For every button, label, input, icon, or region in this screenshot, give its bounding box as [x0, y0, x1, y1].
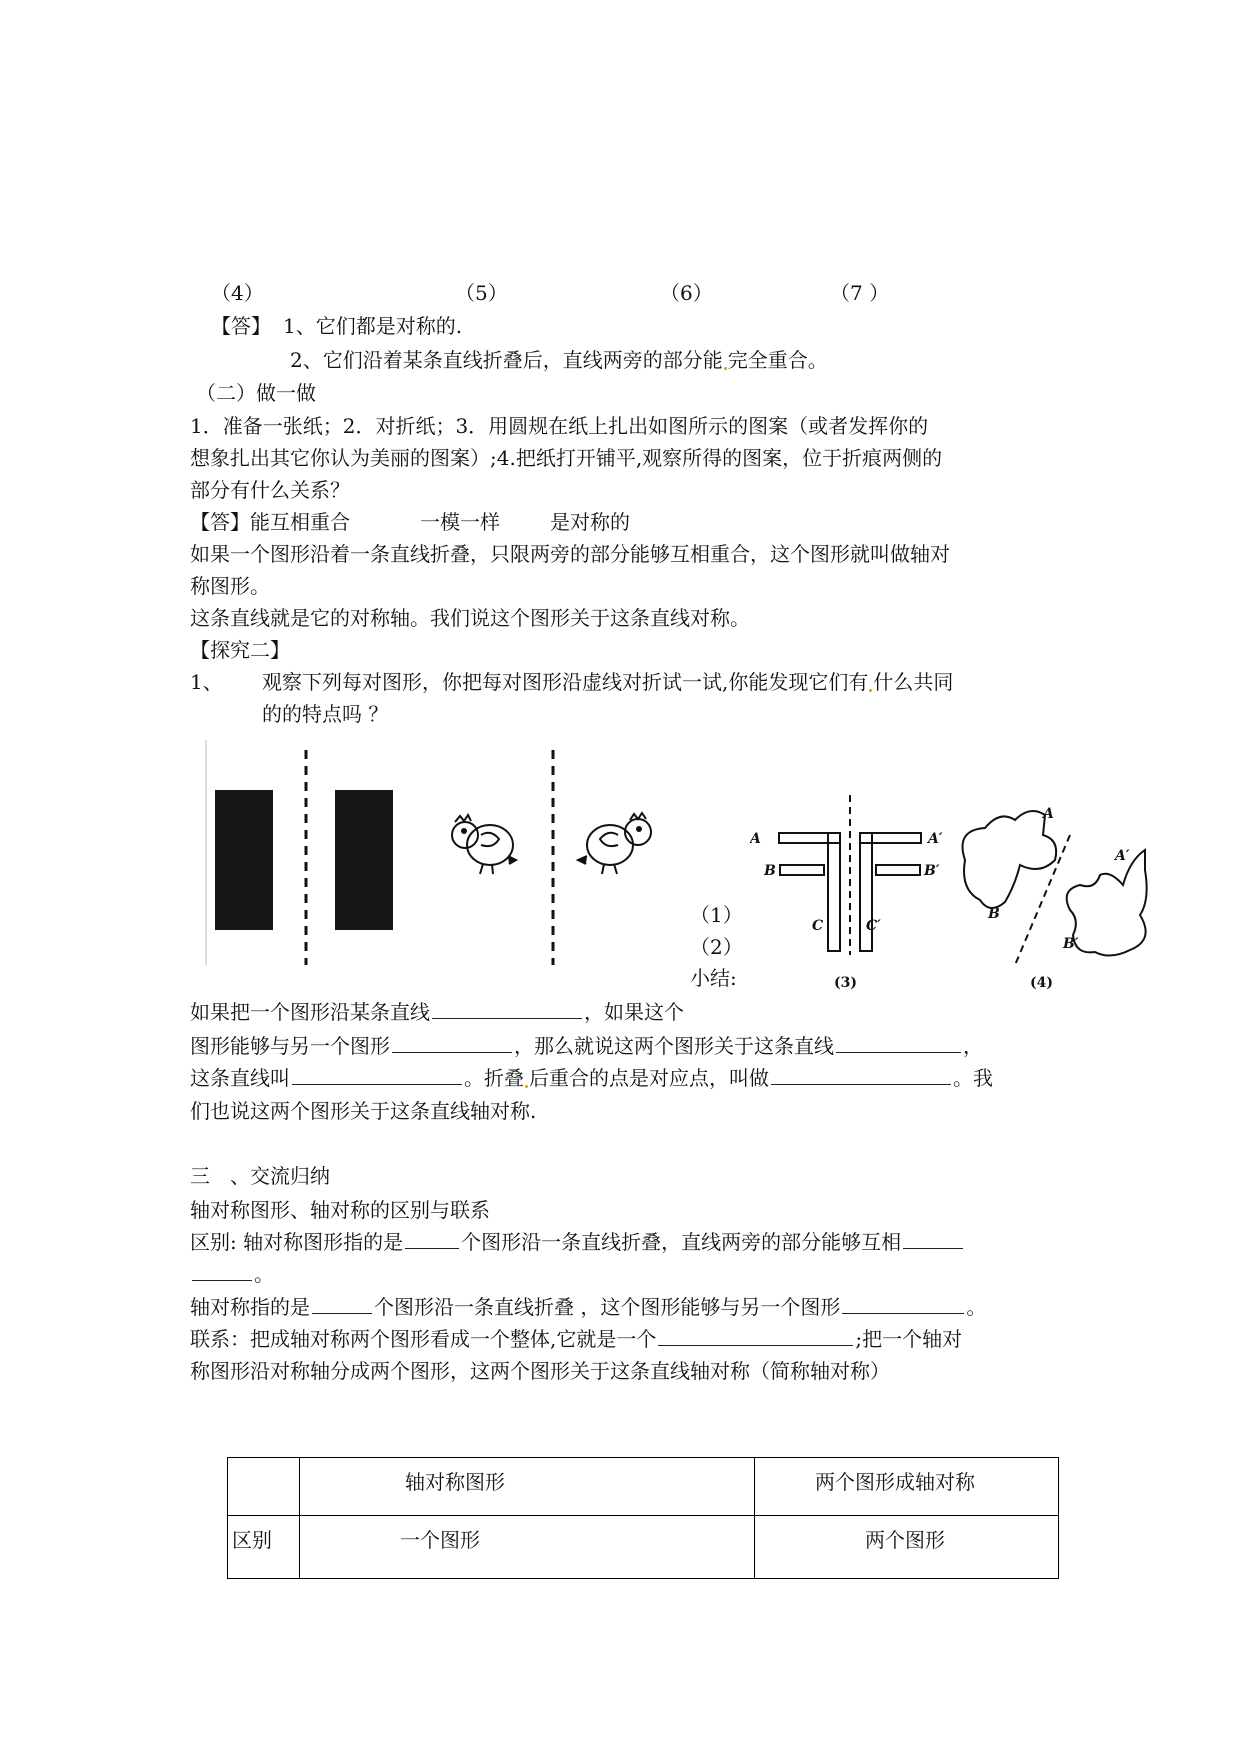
task-line1: 1．准备一张纸；2．对折纸；3．用圆规在纸上扎出如图所示的图案（或者发挥你的 — [190, 414, 929, 438]
question-num: 1、 — [190, 670, 223, 694]
black-rectangle-right — [335, 790, 393, 930]
point-a-fig3: A — [750, 831, 761, 847]
answer1-line2: 2、它们沿着某条直线折叠后，直线两旁的部分能 完全重合。 — [290, 348, 828, 372]
black-rectangle-left — [215, 790, 273, 930]
table-cell: 一个图形 — [300, 1516, 755, 1579]
point-b-prime-fig3: B′ — [924, 863, 940, 879]
point-c-fig3: C — [812, 918, 824, 934]
fill-line3: 这条直线叫 。折叠 后重合的点是对应点，叫做 。我 — [190, 1066, 993, 1090]
comparison-table — [227, 1457, 1059, 1579]
diff-line2: 。 — [190, 1264, 274, 1284]
blank-7[interactable] — [903, 1247, 963, 1249]
figure-label-6: （6） — [660, 281, 713, 305]
figure-3-caption: (3) — [834, 975, 857, 991]
chick-left-icon — [452, 815, 516, 874]
summary-label: 小结: — [690, 966, 737, 990]
figure-label-4: （4） — [211, 281, 264, 305]
figure-side-label-1: （1） — [690, 903, 743, 927]
blank-4[interactable] — [292, 1083, 462, 1085]
blank-2[interactable] — [392, 1051, 512, 1053]
blank-7b[interactable] — [192, 1279, 252, 1281]
table-header-cell: 两个图形成轴对称 — [755, 1458, 1059, 1516]
fold-line-4 — [1015, 835, 1070, 965]
figure-label-5: （5） — [455, 281, 508, 305]
diff-line1: 区别: 轴对称图形指的是 个图形沿一条直线折叠，直线两旁的部分能够互相 — [190, 1232, 965, 1252]
figure-3 — [750, 790, 950, 1000]
blank-3[interactable] — [836, 1051, 961, 1053]
point-b-fig3: B — [764, 863, 776, 879]
explore2-title: 【探究二】 — [190, 638, 290, 662]
answer-tag: 【答】 — [211, 314, 271, 338]
answer1-text1: 1、它们都是对称的. — [283, 314, 463, 338]
task-line3: 部分有什么关系？ — [190, 478, 350, 502]
section3-title: 三 、交流归纳 — [190, 1164, 330, 1188]
figure-4 — [945, 790, 1165, 1000]
blank-1[interactable] — [432, 1017, 582, 1019]
fill-line2: 图形能够与另一个图形 ，那么就说这两个图形关于这条直线 ， — [190, 1034, 983, 1058]
letter-f-left — [779, 833, 840, 951]
point-c-prime-fig3: C′ — [866, 918, 881, 934]
figure-1-2 — [205, 740, 685, 970]
table-cell — [228, 1458, 300, 1516]
figure-label-7: （7 ） — [830, 281, 890, 305]
fill-line1: 如果把一个图形沿某条直线 ，如果这个 — [190, 1000, 684, 1024]
table-header-cell: 轴对称图形 — [300, 1458, 755, 1516]
question-line2: 的的特点吗 ？ — [262, 702, 389, 726]
section2-title: （二）做一做 — [196, 381, 316, 405]
point-b-prime-fig4: B′ — [1063, 936, 1079, 952]
definition-line2: 称图形。 — [190, 574, 270, 598]
definition-line1: 如果一个图形沿着一条直线折叠，只限两旁的部分能够互相重合，这个图形就叫做轴对 — [190, 542, 950, 566]
blank-10[interactable] — [658, 1344, 853, 1346]
blob-shape-left — [963, 811, 1057, 908]
figure-4-caption: (4) — [1030, 975, 1053, 991]
fill-line4: 们也说这两个图形关于这条直线轴对称. — [190, 1099, 537, 1123]
chick-right-icon — [578, 813, 651, 874]
diff-line5: 称图形沿对称轴分成两个图形，这两个图形关于这条直线轴对称（简称轴对称） — [190, 1359, 890, 1383]
point-a-prime-fig4: A′ — [1115, 848, 1130, 864]
blank-9[interactable] — [842, 1312, 964, 1314]
blob-shape-right — [1067, 850, 1147, 956]
definition-line3: 这条直线就是它的对称轴。我们说这个图形关于这条直线对称。 — [190, 606, 750, 630]
compare-title: 轴对称图形、轴对称的区别与联系 — [190, 1198, 490, 1222]
point-a-prime-fig3: A′ — [928, 831, 943, 847]
table-header-row — [228, 1458, 1059, 1516]
blank-8[interactable] — [312, 1312, 372, 1314]
question-line1: 观察下列每对图形，你把每对图形沿虚线对折试一试,你能发现它们有 什么共同 — [262, 670, 954, 694]
point-a-fig4: A — [1043, 806, 1054, 822]
blank-5[interactable] — [771, 1083, 951, 1085]
point-b-fig4: B — [988, 906, 1000, 922]
task-line2: 想象扎出其它你认为美丽的图案）;4.把纸打开铺平,观察所得的图案，位于折痕两侧的 — [190, 446, 943, 470]
table-cell: 区别 — [228, 1516, 300, 1579]
diff-line3: 轴对称指的是 个图形沿一条直线折叠 ，这个图形能够与另一个图形 。 — [190, 1295, 987, 1319]
answer1-line1 — [211, 316, 462, 336]
answer2: 【答】能互相重合 一模一样 是对称的 — [190, 510, 630, 534]
diff-line4: 联系：把成轴对称两个图形看成一个整体,它就是一个 ;把一个轴对 — [190, 1327, 963, 1351]
blank-6[interactable] — [405, 1247, 459, 1249]
table-cell: 两个图形 — [755, 1516, 1059, 1579]
table-row — [228, 1516, 1059, 1579]
figure-side-label-2: （2） — [690, 935, 743, 959]
